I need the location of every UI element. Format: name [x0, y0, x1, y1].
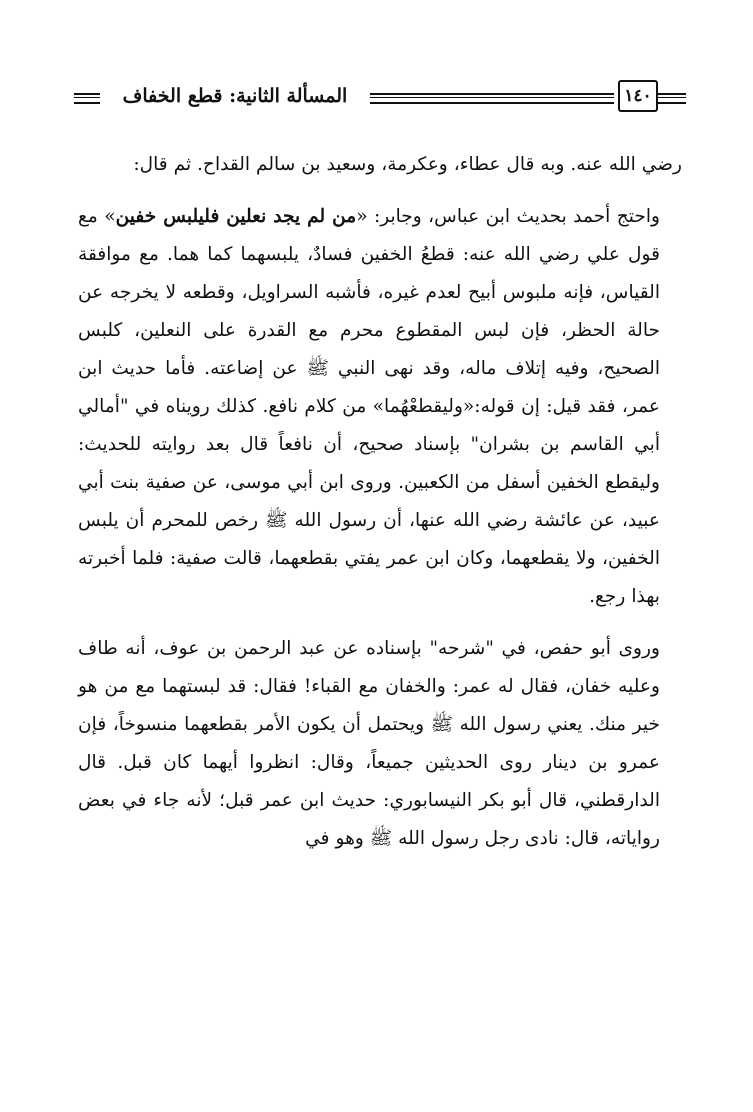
paragraph-3: وروى أبو حفص، في "شرحه" بإسناده عن عبد الرحمن بن عوف، أنه طاف وعليه خفان، فقال له عمر: والخفان مع القباء! فقال: قد لبستهما مع من هو خير منك. يعني رسول الله ﷺ ويحتمل أن يكون الأمر بقطعهما منسوخاً، فإن عمرو بن دينار روى الحديثين جميعاً، وقال: انظروا أيهما كان قبل. قال الدارقطني، قال أبو بكر النيسابوري: حديث ابن عمر قبل؛ لأنه جاء في بعض رواياته، قال: نادى رجل رسول الله ﷺ وهو في	[78, 638, 660, 849]
page-number: ١٤٠	[618, 80, 658, 112]
paragraph-2	[78, 198, 682, 616]
hadith-quote: من لم يجد نعلين فليلبس خفين	[115, 206, 357, 227]
paragraph-2-intro: واحتج أحمد بحديث ابن عباس، وجابر: «	[356, 206, 660, 227]
paragraph-1: رضي الله عنه. وبه قال عطاء، وعكرمة، وسعيد بن سالم القداح. ثم قال:	[133, 154, 682, 175]
page-body	[78, 146, 682, 1086]
page-header	[74, 76, 686, 116]
header-rule-middle	[370, 93, 614, 104]
header-title: المسألة الثانية: قطع الخفاف	[122, 85, 348, 107]
header-rule-left	[74, 93, 100, 104]
header-rule-right	[656, 93, 686, 104]
paragraph-2-body: » مع قول علي رضي الله عنه: قطعُ الخفين فسادٌ، يلبسهما كما هما. مع موافقة القياس، فإنه ملبوس أبيح لعدم غيره، فأشبه السراويل، وقطعه لا يخرجه عن حالة الحظر، فإن لبس المقطوع محرم مع القدرة على النعلين، كلبس الصحيح، وفيه إتلاف ماله، وقد نهى النبي ﷺ عن إضاعته. فأما حديث ابن عمر، فقد قيل: إن قوله:«وليقطعْهُما» من كلام نافع. كذلك رويناه في "أمالي أبي القاسم بن بشران" بإسناد صحيح، أن نافعاً قال بعد روايته للحديث: وليقطع الخفين أسفل من الكعبين. وروى ابن أبي موسى، عن صفية بنت أبي عبيد، عن عائشة رضي الله عنها، أن رسول الله ﷺ رخص للمحرم أن يلبس الخفين، ولا يقطعهما، وكان ابن عمر يفتي بقطعهما، قالت صفية: فلما أخبرته بهذا رجع.	[78, 206, 660, 607]
